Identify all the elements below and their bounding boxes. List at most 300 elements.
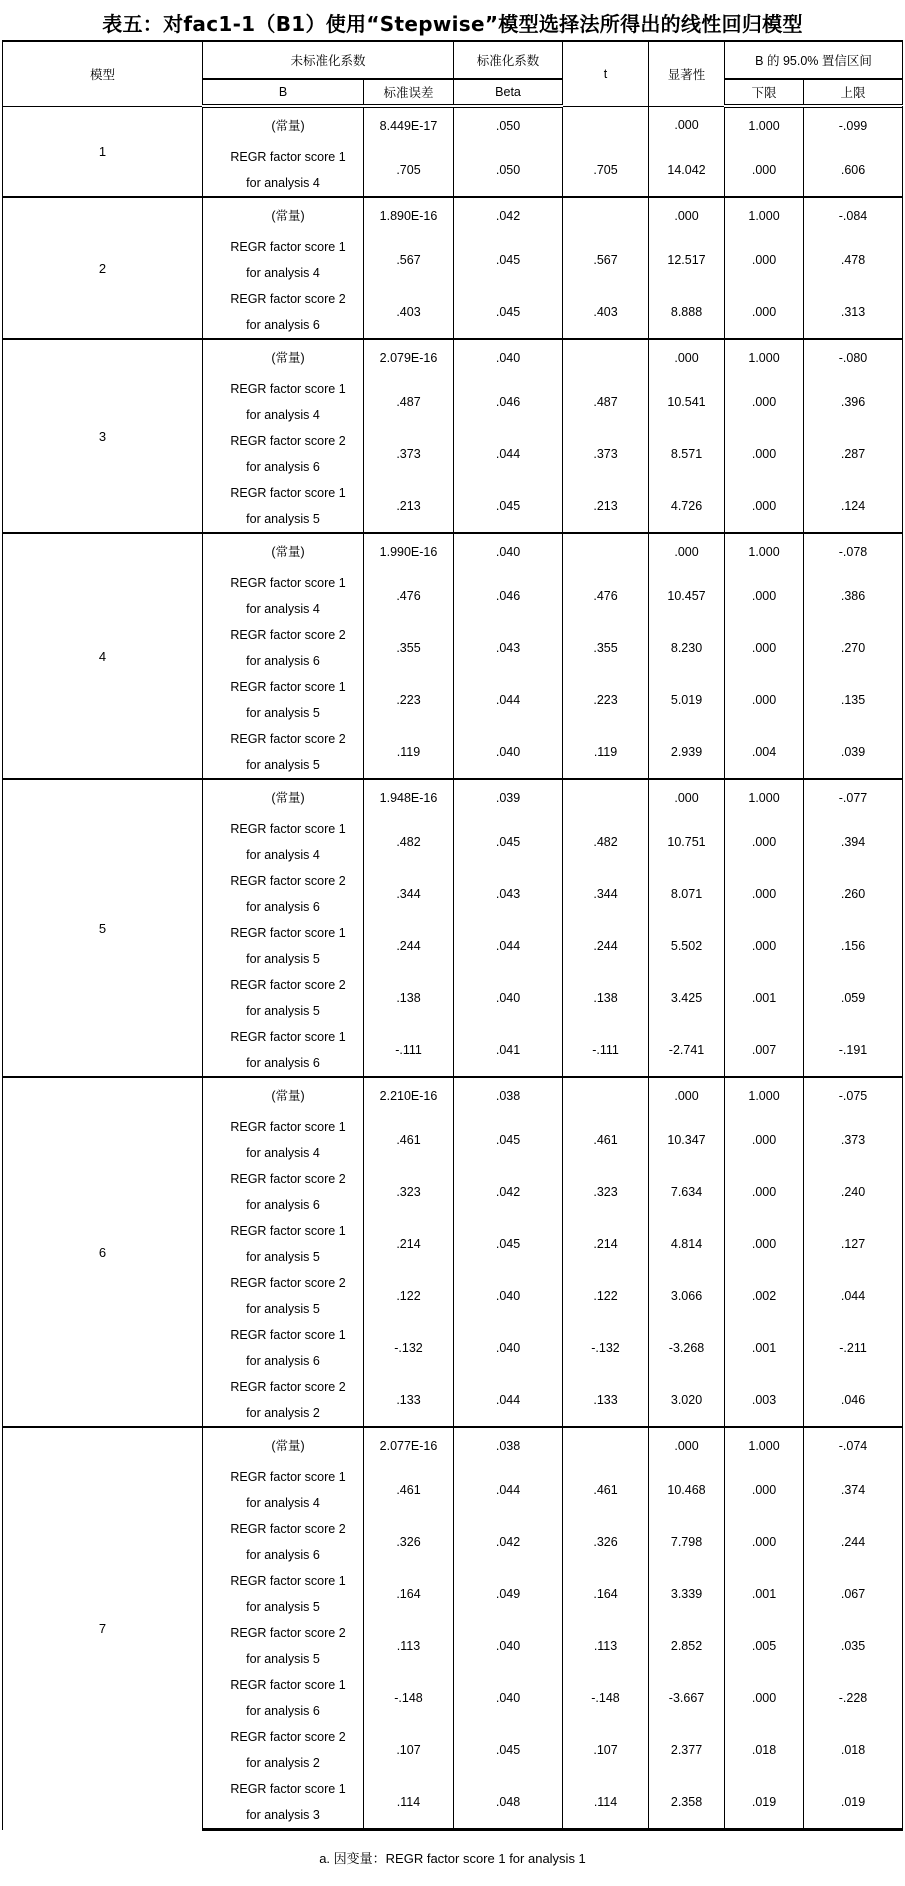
beta-cell: .214 <box>563 1218 649 1270</box>
std-error-cell: .040 <box>454 339 563 376</box>
significance-cell: .005 <box>725 1620 804 1672</box>
t-value-cell: 3.425 <box>649 972 725 1024</box>
beta-cell: .487 <box>563 376 649 428</box>
predictor-cell <box>203 286 364 339</box>
beta-cell: .244 <box>563 920 649 972</box>
beta-cell: .164 <box>563 1568 649 1620</box>
constant-row <box>3 1427 903 1464</box>
predictor-cell <box>203 1166 364 1218</box>
header-model: 模型 <box>3 41 203 106</box>
model-group <box>3 339 903 533</box>
predictor-cell <box>203 920 364 972</box>
footnote: a. 因变量：REGR factor score 1 for analysis 1 <box>319 1851 586 1866</box>
predictor-label: REGR factor score 1 <box>230 822 346 836</box>
beta-cell: -.132 <box>563 1322 649 1374</box>
beta-cell: .476 <box>563 570 649 622</box>
coef-b-cell: .164 <box>364 1568 454 1620</box>
std-error-cell: .040 <box>454 1322 563 1374</box>
coef-b-cell: .323 <box>364 1166 454 1218</box>
predictor-label: REGR factor score 1 <box>230 1224 346 1238</box>
significance-cell: 1.000 <box>725 197 804 234</box>
predictor-label: REGR factor score 2 <box>230 628 346 642</box>
header-t: t <box>563 41 649 106</box>
header-confidence-interval: B 的 95.0% 置信区间 <box>725 41 903 79</box>
ci-lower-cell: .386 <box>804 570 903 622</box>
predictor-cell <box>203 376 364 428</box>
coef-b-cell: .355 <box>364 622 454 674</box>
coef-b-cell: .482 <box>364 816 454 868</box>
ci-lower-cell: .606 <box>804 144 903 197</box>
constant-row <box>3 339 903 376</box>
coef-b-cell: -.111 <box>364 1024 454 1077</box>
significance-cell: 1.000 <box>725 1077 804 1114</box>
constant-row <box>3 197 903 234</box>
predictor-label-line2: for analysis 4 <box>246 1496 320 1510</box>
predictor-label: (常量) <box>271 209 305 223</box>
predictor-label: REGR factor score 1 <box>230 382 346 396</box>
std-error-cell: .040 <box>454 972 563 1024</box>
predictor-label: (常量) <box>271 1089 305 1103</box>
significance-cell: .000 <box>725 144 804 197</box>
model-number: 3 <box>3 339 203 533</box>
std-error-cell: .046 <box>454 570 563 622</box>
model-group <box>3 197 903 339</box>
t-value-cell: 3.066 <box>649 1270 725 1322</box>
predictor-cell <box>203 1776 364 1830</box>
predictor-label: REGR factor score 1 <box>230 576 346 590</box>
coef-b-cell: .487 <box>364 376 454 428</box>
predictor-label: REGR factor score 2 <box>230 1730 346 1744</box>
predictor-cell <box>203 1374 364 1427</box>
coef-b-cell: .705 <box>364 144 454 197</box>
model-number: 6 <box>3 1077 203 1427</box>
std-error-cell: .039 <box>454 779 563 816</box>
std-error-cell: .045 <box>454 480 563 533</box>
std-error-cell: .042 <box>454 1516 563 1568</box>
significance-cell: .019 <box>725 1776 804 1830</box>
coef-b-cell: .567 <box>364 234 454 286</box>
std-error-cell: .050 <box>454 144 563 197</box>
std-error-cell: .042 <box>454 197 563 234</box>
predictor-label-line2: for analysis 5 <box>246 1302 320 1316</box>
t-value-cell: 8.071 <box>649 868 725 920</box>
beta-cell <box>563 339 649 376</box>
ci-lower-cell: .019 <box>804 1776 903 1830</box>
t-value-cell: -2.741 <box>649 1024 725 1077</box>
header-std-error: 标准误差 <box>364 79 454 106</box>
significance-cell: .000 <box>725 868 804 920</box>
predictor-label-line2: for analysis 6 <box>246 1704 320 1718</box>
t-value-cell: 14.042 <box>649 144 725 197</box>
ci-lower-cell: -.074 <box>804 1427 903 1464</box>
beta-cell: .403 <box>563 286 649 339</box>
predictor-label: (常量) <box>271 351 305 365</box>
predictor-cell <box>203 1620 364 1672</box>
significance-cell: .000 <box>725 1114 804 1166</box>
ci-lower-cell: .478 <box>804 234 903 286</box>
model-group <box>3 779 903 1077</box>
coef-b-cell: 2.079E-16 <box>364 339 454 376</box>
model-group <box>3 533 903 779</box>
coef-b-cell: -.132 <box>364 1322 454 1374</box>
beta-cell: .133 <box>563 1374 649 1427</box>
coef-b-cell: .138 <box>364 972 454 1024</box>
ci-lower-cell: .156 <box>804 920 903 972</box>
regression-coefficients-table <box>2 40 903 1831</box>
std-error-cell: .044 <box>454 1464 563 1516</box>
beta-cell: .344 <box>563 868 649 920</box>
predictor-cell <box>203 1024 364 1077</box>
coef-b-cell: 1.890E-16 <box>364 197 454 234</box>
beta-cell: .107 <box>563 1724 649 1776</box>
std-error-cell: .045 <box>454 1218 563 1270</box>
t-value-cell: .000 <box>649 197 725 234</box>
predictor-cell <box>203 1114 364 1166</box>
predictor-label-line2: for analysis 4 <box>246 176 320 190</box>
predictor-label-line2: for analysis 5 <box>246 758 320 772</box>
predictor-label-line2: for analysis 6 <box>246 654 320 668</box>
std-error-cell: .042 <box>454 1166 563 1218</box>
ci-lower-cell: .124 <box>804 480 903 533</box>
beta-cell: .323 <box>563 1166 649 1218</box>
t-value-cell: 4.814 <box>649 1218 725 1270</box>
ci-lower-cell: -.077 <box>804 779 903 816</box>
t-value-cell: 2.852 <box>649 1620 725 1672</box>
predictor-cell <box>203 144 364 197</box>
predictor-cell <box>203 674 364 726</box>
ci-lower-cell: .127 <box>804 1218 903 1270</box>
std-error-cell: .049 <box>454 1568 563 1620</box>
significance-cell: .000 <box>725 1464 804 1516</box>
significance-cell: 1.000 <box>725 339 804 376</box>
predictor-label: REGR factor score 1 <box>230 1328 346 1342</box>
beta-cell: .223 <box>563 674 649 726</box>
t-value-cell: 8.230 <box>649 622 725 674</box>
coef-b-cell: .344 <box>364 868 454 920</box>
significance-cell: .000 <box>725 570 804 622</box>
predictor-cell <box>203 339 364 376</box>
predictor-label: (常量) <box>271 545 305 559</box>
std-error-cell: .045 <box>454 286 563 339</box>
predictor-label: REGR factor score 2 <box>230 1276 346 1290</box>
ci-lower-cell: -.075 <box>804 1077 903 1114</box>
predictor-label-line2: for analysis 5 <box>246 512 320 526</box>
ci-lower-cell: .374 <box>804 1464 903 1516</box>
predictor-label: (常量) <box>271 791 305 805</box>
beta-cell: .113 <box>563 1620 649 1672</box>
beta-cell: -.111 <box>563 1024 649 1077</box>
significance-cell: .000 <box>725 1672 804 1724</box>
predictor-label-line2: for analysis 4 <box>246 266 320 280</box>
coef-b-cell: .213 <box>364 480 454 533</box>
header-beta: Beta <box>454 79 563 106</box>
predictor-cell <box>203 570 364 622</box>
significance-cell: .000 <box>725 622 804 674</box>
coef-b-cell: .461 <box>364 1114 454 1166</box>
ci-lower-cell: -.211 <box>804 1322 903 1374</box>
significance-cell: 1.000 <box>725 779 804 816</box>
predictor-cell <box>203 972 364 1024</box>
ci-lower-cell: .373 <box>804 1114 903 1166</box>
std-error-cell: .045 <box>454 1724 563 1776</box>
t-value-cell: 5.502 <box>649 920 725 972</box>
ci-lower-cell: .039 <box>804 726 903 779</box>
std-error-cell: .040 <box>454 726 563 779</box>
beta-cell: .461 <box>563 1464 649 1516</box>
t-value-cell: -3.667 <box>649 1672 725 1724</box>
ci-lower-cell: .394 <box>804 816 903 868</box>
beta-cell: .114 <box>563 1776 649 1830</box>
coef-b-cell: 1.948E-16 <box>364 779 454 816</box>
predictor-label: REGR factor score 2 <box>230 434 346 448</box>
predictor-cell <box>203 1672 364 1724</box>
constant-row <box>3 106 903 144</box>
predictor-label-line2: for analysis 5 <box>246 1004 320 1018</box>
predictor-label: REGR factor score 1 <box>230 1782 346 1796</box>
ci-lower-cell: .044 <box>804 1270 903 1322</box>
coef-b-cell: .373 <box>364 428 454 480</box>
predictor-label-line2: for analysis 6 <box>246 1198 320 1212</box>
beta-cell <box>563 533 649 570</box>
predictor-cell <box>203 428 364 480</box>
predictor-label-line2: for analysis 6 <box>246 1354 320 1368</box>
coef-b-cell: .244 <box>364 920 454 972</box>
predictor-cell <box>203 1322 364 1374</box>
predictor-label-line2: for analysis 2 <box>246 1406 320 1420</box>
predictor-label-line2: for analysis 6 <box>246 900 320 914</box>
significance-cell: .000 <box>725 1516 804 1568</box>
predictor-cell <box>203 234 364 286</box>
header-upper-bound: 上限 <box>804 79 903 106</box>
std-error-cell: .045 <box>454 234 563 286</box>
predictor-label: REGR factor score 1 <box>230 926 346 940</box>
t-value-cell: 7.634 <box>649 1166 725 1218</box>
t-value-cell: 3.339 <box>649 1568 725 1620</box>
t-value-cell: 4.726 <box>649 480 725 533</box>
predictor-cell <box>203 1568 364 1620</box>
beta-cell: .705 <box>563 144 649 197</box>
ci-lower-cell: -.080 <box>804 339 903 376</box>
model-number: 7 <box>3 1427 203 1830</box>
predictor-label: REGR factor score 1 <box>230 1678 346 1692</box>
t-value-cell: 10.347 <box>649 1114 725 1166</box>
significance-cell: .000 <box>725 674 804 726</box>
significance-cell: .000 <box>725 920 804 972</box>
coef-b-cell: .107 <box>364 1724 454 1776</box>
t-value-cell: .000 <box>649 1077 725 1114</box>
coef-b-cell: .214 <box>364 1218 454 1270</box>
t-value-cell: 2.358 <box>649 1776 725 1830</box>
predictor-cell <box>203 1724 364 1776</box>
predictor-label-line2: for analysis 4 <box>246 408 320 422</box>
ci-lower-cell: -.078 <box>804 533 903 570</box>
std-error-cell: .048 <box>454 1776 563 1830</box>
predictor-label-line2: for analysis 3 <box>246 1808 320 1822</box>
predictor-cell <box>203 480 364 533</box>
beta-cell <box>563 106 649 144</box>
t-value-cell: 3.020 <box>649 1374 725 1427</box>
predictor-cell <box>203 1427 364 1464</box>
coef-b-cell: 2.210E-16 <box>364 1077 454 1114</box>
coef-b-cell: 8.449E-17 <box>364 106 454 144</box>
header-b: B <box>203 79 364 106</box>
predictor-label-line2: for analysis 5 <box>246 1652 320 1666</box>
ci-lower-cell: -.084 <box>804 197 903 234</box>
header-unstandardized-coefficients: 未标准化系数 <box>203 41 454 79</box>
ci-lower-cell: .270 <box>804 622 903 674</box>
coef-b-cell: .122 <box>364 1270 454 1322</box>
ci-lower-cell: .240 <box>804 1166 903 1218</box>
predictor-cell <box>203 106 364 144</box>
ci-lower-cell: .035 <box>804 1620 903 1672</box>
header-standardized-coefficients: 标准化系数 <box>454 41 563 79</box>
model-number: 4 <box>3 533 203 779</box>
significance-cell: .002 <box>725 1270 804 1322</box>
ci-lower-cell: -.099 <box>804 106 903 144</box>
predictor-label: REGR factor score 1 <box>230 240 346 254</box>
coef-b-cell: .326 <box>364 1516 454 1568</box>
predictor-label: REGR factor score 2 <box>230 978 346 992</box>
t-value-cell: .000 <box>649 339 725 376</box>
std-error-cell: .041 <box>454 1024 563 1077</box>
beta-cell: .213 <box>563 480 649 533</box>
predictor-label: (常量) <box>271 119 305 133</box>
predictor-label-line2: for analysis 6 <box>246 460 320 474</box>
constant-row <box>3 1077 903 1114</box>
std-error-cell: .050 <box>454 106 563 144</box>
predictor-label-line2: for analysis 5 <box>246 706 320 720</box>
t-value-cell: 8.571 <box>649 428 725 480</box>
significance-cell: .000 <box>725 1218 804 1270</box>
predictor-label-line2: for analysis 4 <box>246 848 320 862</box>
predictor-label: REGR factor score 1 <box>230 150 346 164</box>
ci-lower-cell: -.191 <box>804 1024 903 1077</box>
t-value-cell: 2.377 <box>649 1724 725 1776</box>
significance-cell: .000 <box>725 234 804 286</box>
coef-b-cell: .461 <box>364 1464 454 1516</box>
ci-lower-cell: .046 <box>804 1374 903 1427</box>
beta-cell: .326 <box>563 1516 649 1568</box>
beta-cell <box>563 779 649 816</box>
predictor-label: REGR factor score 2 <box>230 292 346 306</box>
std-error-cell: .040 <box>454 533 563 570</box>
beta-cell <box>563 197 649 234</box>
significance-cell: .007 <box>725 1024 804 1077</box>
significance-cell: .018 <box>725 1724 804 1776</box>
predictor-cell <box>203 1077 364 1114</box>
beta-cell: .138 <box>563 972 649 1024</box>
predictor-label: REGR factor score 2 <box>230 1626 346 1640</box>
std-error-cell: .040 <box>454 1672 563 1724</box>
model-group <box>3 1077 903 1427</box>
significance-cell: .000 <box>725 1166 804 1218</box>
t-value-cell: 10.541 <box>649 376 725 428</box>
ci-lower-cell: .135 <box>804 674 903 726</box>
predictor-label: (常量) <box>271 1439 305 1453</box>
significance-cell: .000 <box>725 376 804 428</box>
ci-lower-cell: .067 <box>804 1568 903 1620</box>
significance-cell: .000 <box>725 286 804 339</box>
predictor-cell <box>203 779 364 816</box>
predictor-label: REGR factor score 1 <box>230 1030 346 1044</box>
coef-b-cell: .113 <box>364 1620 454 1672</box>
significance-cell: .004 <box>725 726 804 779</box>
t-value-cell: .000 <box>649 533 725 570</box>
t-value-cell: 10.457 <box>649 570 725 622</box>
std-error-cell: .040 <box>454 1620 563 1672</box>
beta-cell: .373 <box>563 428 649 480</box>
std-error-cell: .044 <box>454 428 563 480</box>
std-error-cell: .038 <box>454 1427 563 1464</box>
significance-cell: .001 <box>725 1568 804 1620</box>
beta-cell: .355 <box>563 622 649 674</box>
predictor-label-line2: for analysis 2 <box>246 1756 320 1770</box>
std-error-cell: .045 <box>454 816 563 868</box>
ci-lower-cell: .018 <box>804 1724 903 1776</box>
predictor-label: REGR factor score 1 <box>230 680 346 694</box>
ci-lower-cell: .244 <box>804 1516 903 1568</box>
std-error-cell: .043 <box>454 868 563 920</box>
std-error-cell: .045 <box>454 1114 563 1166</box>
predictor-cell <box>203 622 364 674</box>
std-error-cell: .044 <box>454 920 563 972</box>
coef-b-cell: 1.990E-16 <box>364 533 454 570</box>
t-value-cell: 7.798 <box>649 1516 725 1568</box>
ci-lower-cell: .396 <box>804 376 903 428</box>
header-lower-bound: 下限 <box>725 79 804 106</box>
t-value-cell: 10.751 <box>649 816 725 868</box>
table-title: 表五：对fac1-1（B1）使用“Stepwise”模型选择法所得出的线性回归模型 <box>102 12 803 36</box>
coef-b-cell: .133 <box>364 1374 454 1427</box>
predictor-label-line2: for analysis 6 <box>246 1056 320 1070</box>
predictor-label: REGR factor score 1 <box>230 486 346 500</box>
predictor-label-line2: for analysis 5 <box>246 1600 320 1614</box>
coef-b-cell: .403 <box>364 286 454 339</box>
beta-cell: .567 <box>563 234 649 286</box>
beta-cell: .119 <box>563 726 649 779</box>
std-error-cell: .043 <box>454 622 563 674</box>
significance-cell: .003 <box>725 1374 804 1427</box>
ci-lower-cell: .287 <box>804 428 903 480</box>
model-number: 1 <box>3 106 203 197</box>
std-error-cell: .040 <box>454 1270 563 1322</box>
beta-cell: .482 <box>563 816 649 868</box>
predictor-label: REGR factor score 1 <box>230 1470 346 1484</box>
significance-cell: .000 <box>725 816 804 868</box>
predictor-cell <box>203 197 364 234</box>
predictor-label: REGR factor score 2 <box>230 1522 346 1536</box>
significance-cell: 1.000 <box>725 106 804 144</box>
predictor-cell <box>203 1270 364 1322</box>
predictor-cell <box>203 1218 364 1270</box>
predictor-label-line2: for analysis 5 <box>246 1250 320 1264</box>
ci-lower-cell: -.228 <box>804 1672 903 1724</box>
t-value-cell: 12.517 <box>649 234 725 286</box>
predictor-label-line2: for analysis 6 <box>246 1548 320 1562</box>
constant-row <box>3 779 903 816</box>
significance-cell: .000 <box>725 480 804 533</box>
t-value-cell: 5.019 <box>649 674 725 726</box>
significance-cell: 1.000 <box>725 533 804 570</box>
coef-b-cell: .476 <box>364 570 454 622</box>
beta-cell <box>563 1077 649 1114</box>
std-error-cell: .044 <box>454 674 563 726</box>
predictor-label-line2: for analysis 6 <box>246 318 320 332</box>
predictor-cell <box>203 726 364 779</box>
predictor-label: REGR factor score 2 <box>230 732 346 746</box>
model-number: 2 <box>3 197 203 339</box>
t-value-cell: -3.268 <box>649 1322 725 1374</box>
